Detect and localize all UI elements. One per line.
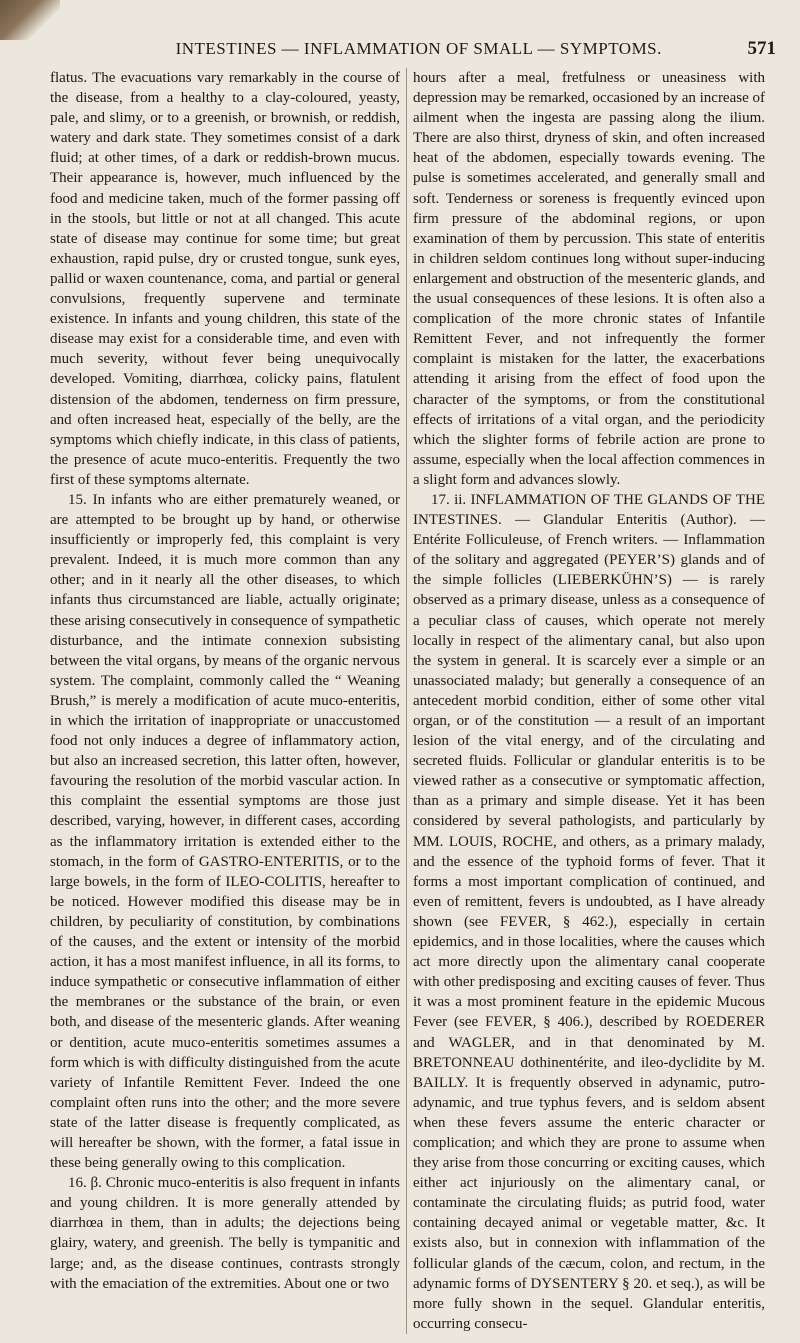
paragraph: 16. β. Chronic muco-enteritis is also frequent in infants and young children. It is more generally attended by diarrhœa in them, than in adults; the dejections being glairy, watery, and greenish. The belly is tympanitic and large; and, as the disease continues, contrasts strongly with the emaciation of the extremities. About one or two [50,1175,400,1292]
paragraph: 17. ii. INFLAMMATION OF THE GLANDS OF THE INTESTINES. — Glandular Enteritis (Author). — Entérite Folliculeuse, of French writers. — Inflammation of the solitary and aggregated (PEYER’S) glands and of the simple follicles (LIEBERKÜHN’S) — is rarely observed as a primary disease, unless as a consequence of a peculiar class of causes, which operate not merely locally in respect of the alimentary canal, but also upon the system in general. It is scarcely ever a simple or an unassociated malady; but generally a consequence of an antecedent morbid condition, either of some other vital organ, or of the constitution — a result of an important lesion of the vital energy, and of the circulating and secreted fluids. Follicular or glandular enteritis is to be viewed rather as a consecutive or symptomatic affection, than as a primary and simple disease. Yet it has been considered by several pathologists, and particularly by MM. LOUIS, ROCHE, and others, as a primary malady, and the essence of the typhoid forms of fever. That it forms a most important complication of continued, and even of remittent, fevers is undoubted, as I have already shown (see FEVER, § 462.), especially in certain epidemics, and in those localities, where the causes which act more directly upon the alimentary canal cooperate with other predisposing and exciting causes of fever. Thus it was a most prominent feature in the epidemic Mucous Fever (see FEVER, § 406.), described by ROEDERER and WAGLER, and in that denominated by M. BRETONNEAU dothinentérite, and ileo-dyclidite by M. BAILLY. It is frequently observed in adynamic, putro-adynamic, and true typhus fevers, and is seldom absent when these fevers assume the enteric character or complication; and which they are prone to assume when they arise from those concurring or exciting causes, which either act injuriously on the alimentary canal, or contaminate the circulating fluids; as putrid food, water containing decayed animal or vegetable matter, &c. It exists also, but in connexion with inflammation of the follicular glands of the cæcum, colon, and rectum, in the adynamic forms of DYSENTERY § 20. et seq.), as will be more fully shown in the sequel. Glandular enteritis, occurring consecu- [413,491,765,1332]
paragraph: 15. In infants who are either prematurely weaned, or are attempted to be brought up by hand, or otherwise insufficiently or improperly fed, this complaint is very prevalent. Indeed, it is much more common than any other; and in it nearly all the other diseases, to which infants thus circumstanced are liable, actually originate; these arising consecutively in consequence of sympathetic disturbance, and the intimate connexion subsisting between the vital organs, by means of the organic nervous system. The complaint, commonly called the “ Weaning Brush,” is merely a modification of acute muco-enteritis, in which the irritation of inappropriate or unaccustomed food not only induces a degree of inflammatory action, but also an increased secretion, this latter often, however, favouring the resolution of the morbid vascular action. In this complaint the essential symptoms are those just described, varying, however, in different cases, according as the inflammatory irritation is extended either to the stomach, in the form of GASTRO-ENTERITIS, or to the large bowels, in the form of ILEO-COLITIS, hereafter to be noticed. However modified this disease may be in children, by peculiarity of constitution, by combinations of the causes, and the extent or intensity of the morbid action, it has a most manifest influence, in all its forms, to induce sympathetic or consecutive inflammation of either the membranes or the substance of the brain, or even both, and disease of the mesenteric glands. After weaning or dentition, acute muco-enteritis sometimes assumes a form which is with difficulty distinguished from the acute variety of Infantile Remittent Fever. Indeed the one complaint often runs into the other; and the more severe state of the latter disease is frequently complicated, as will hereafter be shown, with the former, a fatal issue in these being generally owing to this complication. [50,491,400,1172]
left-column [50,68,407,1334]
paragraph: hours after a meal, fretfulness or uneasiness with depression may be remarked, occasioned by an increase of ailment when the ingesta are passing along the ilium. There are also thirst, dryness of skin, and often increased heat of the abdomen, especially towards evening. The pulse is sometimes accelerated, and generally small and soft. Tenderness or soreness is frequently evinced upon firm pressure of the abdominal regions, or upon examination of them by percussion. This state of enteritis in children seldom continues long without super-inducing enlargement and obstruction of the mesenteric glands, and the usual consequences of these lesions. It is often also a complication of the more chronic states of Infantile Remittent Fever, and not infrequently the former complaint is mistaken for the latter, the exacerbations attending it arising from the effect of food upon the character of the symptoms, or from the constitutional effects of irritations of a vital organ, and the periodicity which the slighter forms of febrile action are prone to assume, especially when the local affection commences in a slight form and advances slowly. [413,70,765,488]
running-head-title: INTESTINES — INFLAMMATION OF SMALL — SYMPTOMS. [175,39,662,58]
right-column [407,68,765,1334]
page-corner-shadow [0,0,60,40]
text-columns [50,68,778,1334]
running-head [90,38,776,64]
page-number: 571 [747,38,776,59]
paragraph: flatus. The evacuations vary remarkably in the course of the disease, from a healthy to a clay-coloured, yeasty, pale, and slimy, or to a greenish, or brownish, or reddish, watery and dark state. They sometimes consist of a dark fluid; at other times, of a dark or reddish-brown mucus. Their appearance is, however, much influenced by the food and medicine taken, much of the former passing off in the stools, but little or not at all changed. This acute state of disease may continue for some time; but great exhaustion, rapid pulse, dry or crusted tongue, sunk eyes, pallid or waxen countenance, coma, and partial or general convulsions, frequently supervene and terminate existence. In infants and young children, this state of the disease may exist for a considerable time, and even with much severity, without fever being unequivocally developed. Vomiting, diarrhœa, colicky pains, flatulent distension of the abdomen, tenderness on firm pressure, and often increased heat, especially of the belly, are the symptoms which chiefly indicate, in this class of patients, the presence of acute muco-enteritis. Frequently the two first of these symptoms alternate. [50,70,400,488]
